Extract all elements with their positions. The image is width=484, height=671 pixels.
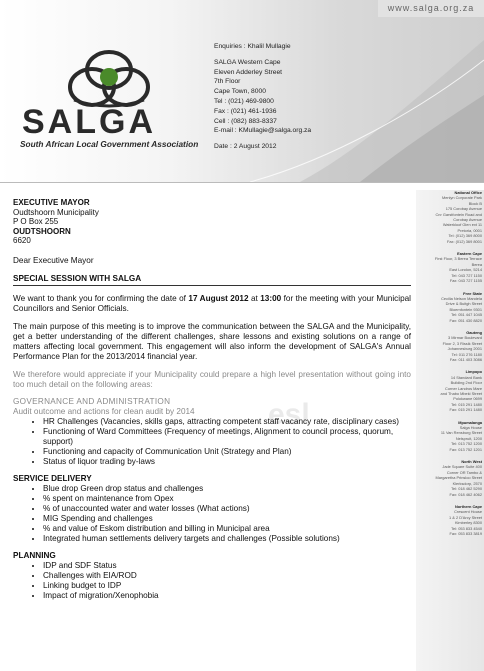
email: E-mail : KMullagie@salga.org.za xyxy=(214,127,312,135)
enquiries: Enquiries : Khalil Mullagie xyxy=(214,43,291,50)
office-line: Cecilia Nelson Mandela xyxy=(441,295,482,301)
recipient-title: EXECUTIVE MAYOR xyxy=(13,198,90,207)
office-line: Drive & Buitgh Street xyxy=(445,301,482,307)
office-line: Fax: 015 291 1480 xyxy=(449,407,482,413)
list-item: • Status of liquor trading by-laws xyxy=(43,457,411,467)
office-line: Margaretha Prinsloo Street xyxy=(435,475,482,481)
header-divider xyxy=(0,182,484,183)
cell: Cell : (082) 883-8337 xyxy=(214,117,277,125)
fax: Fax : (021) 461-1936 xyxy=(214,107,277,115)
office-block xyxy=(416,190,484,244)
office-line: Menlyn Corporate Park xyxy=(441,195,482,201)
office-line: Cnr Garstfontein Road and xyxy=(435,211,482,217)
office-name: National Office xyxy=(454,190,482,195)
list-item: • Blue drop Green drop status and challenges xyxy=(43,484,411,494)
list-item: • Functioning and capacity of Communication Unit (Strategy and Plan) xyxy=(43,447,411,457)
office-line: Fax: 053 833 3819 xyxy=(449,530,482,536)
office-line: Block B xyxy=(468,200,482,206)
list-item: • Functioning of Ward Committees (Frequency of meetings, Alignment to council process, quorum, support) xyxy=(43,427,411,447)
office-line: 175 Corobay Avenue xyxy=(445,206,482,212)
office-line: Tel: 013 752 1200 xyxy=(451,441,482,447)
office-line: Fax: 011 403 3086 xyxy=(449,356,482,362)
website-label: www.salga.org.za xyxy=(378,0,484,17)
office-line: East London, 5214 xyxy=(449,267,482,273)
section-planning-title: PLANNING xyxy=(13,550,56,560)
office-line: Fax: 043 727 1155 xyxy=(449,278,482,284)
org-name: SALGA Western Cape xyxy=(214,58,281,66)
tel: Tel : (021) 469-9800 xyxy=(214,97,274,105)
office-name: Mpumalanga xyxy=(458,419,482,425)
office-line: Tel: 053 833 4540 xyxy=(451,525,482,531)
office-line: Tel: 018 462 5290 xyxy=(451,486,482,492)
list-item: • % of unaccounted water and water losses (What actions) xyxy=(43,504,411,514)
paragraph-request: We therefore would appreciate if your Municipality could prepare a high level presentation without going into too much detail on the following areas: xyxy=(13,369,411,389)
section-governance-title: GOVERNANCE AND ADMINISTRATION xyxy=(13,396,171,406)
office-line: 11 Van Rensburg Street xyxy=(440,430,482,436)
list-item: • Challenges with EIA/ROD xyxy=(43,571,411,581)
service-list xyxy=(13,484,411,544)
office-line: Kimberley 8300 xyxy=(454,520,482,526)
office-block xyxy=(416,330,484,362)
list-item: • % and value of Eskom distribution and billing in Municipal area xyxy=(43,524,411,534)
logo-wordmark: SALGA xyxy=(22,103,156,141)
office-line: Tel: (012) 369 8000 xyxy=(448,233,482,239)
planning-list xyxy=(13,561,411,601)
letterhead xyxy=(0,0,484,182)
paragraph-purpose: The main purpose of this meeting is to improve the communication between the SALGA and the Municipality, get a better understanding of the different challenges, share lessons and existing solutions on a range of matters affecting local government. This engagement will also inform the development of SALGA's Annual Performance Plan for the 2013/2014 financial year. xyxy=(13,321,411,361)
subject-heading: SPECIAL SESSION WITH SALGA xyxy=(13,274,411,286)
office-line: Tel: 043 727 1150 xyxy=(451,272,482,278)
meeting-time: 13:00 xyxy=(260,293,282,303)
office-line: First Floor, 3 Berea Terrace xyxy=(434,256,482,262)
office-block xyxy=(416,459,484,497)
office-line: Fax: 018 462 4062 xyxy=(449,491,482,497)
letter-date: Date : 2 August 2012 xyxy=(214,143,277,151)
paragraph-thanks: We want to thank you for confirming the date of 17 August 2012 at 13:00 for the meeting with your Municipal Councillors and Senior Officials. xyxy=(13,293,411,313)
office-line: Nelspruit, 1200 xyxy=(455,435,482,441)
logo-subtitle: South African Local Government Association xyxy=(20,139,199,149)
governance-list xyxy=(13,417,411,467)
office-line: Corobay Avenue xyxy=(453,217,482,223)
office-line: Fax: 051 430 8820 xyxy=(449,317,482,323)
office-line: 3 Mirmar Boulevard xyxy=(448,335,482,341)
office-line: Pretoria, 0001 xyxy=(457,227,482,233)
floor: 7th Floor xyxy=(214,78,241,86)
office-name: Gauteng xyxy=(466,329,482,335)
recipient-line: Oudtshoorn Municipality xyxy=(13,207,99,217)
list-item: • MIG Spending and challenges xyxy=(43,514,411,524)
street: Eleven Adderley Street xyxy=(214,68,283,76)
office-line: Fax: (012) 369 8001 xyxy=(446,238,482,244)
office-name: Eastern Cape xyxy=(457,251,482,257)
office-line: Floor 2, 3 Rissik Street xyxy=(442,340,482,346)
office-line: Jade Square Suite 400 xyxy=(442,464,482,470)
office-name: Northern Cape xyxy=(454,503,482,509)
contact-block xyxy=(214,42,311,152)
office-block xyxy=(416,291,484,323)
section-service-title: SERVICE DELIVERY xyxy=(13,473,92,483)
office-line: Waterkloof Glen ext 11 xyxy=(442,222,482,228)
city: Cape Town, 8000 xyxy=(214,88,266,96)
office-line: Johannesburg 2001 xyxy=(447,346,482,352)
office-name: Free State xyxy=(463,290,482,296)
office-line: Polokwane 0699 xyxy=(453,396,482,402)
office-name: Limpopo xyxy=(465,369,482,375)
office-block xyxy=(416,251,484,283)
letter-body xyxy=(13,198,411,601)
office-line: Klerksdorp, 2570 xyxy=(452,480,482,486)
list-item: • Linking budget to IDP xyxy=(43,581,411,591)
list-item: • HR Challenges (Vacancies, skills gaps, attracting competent staff vacancy rate, disciplinary cases) xyxy=(43,417,411,427)
office-line: 14 Standard Bank xyxy=(450,374,482,380)
recipient-line: P O Box 255 xyxy=(13,217,59,227)
office-line: Corner OR Tambo & xyxy=(446,469,482,475)
office-line: Salga House xyxy=(459,425,482,431)
recipient-line: OUDTSHOORN xyxy=(13,226,71,236)
section-governance-subtitle: Audit outcome and actions for clean audit by 2014 xyxy=(13,406,195,416)
office-line: 1 & 2 D'Arcy Street xyxy=(449,514,482,520)
office-line: Crescent House xyxy=(454,509,482,515)
meeting-date: 17 August 2012 xyxy=(188,293,249,303)
list-item: • IDP and SDF Status xyxy=(43,561,411,571)
office-line: Building 2nd Floor xyxy=(450,380,482,386)
list-item: • Impact of migration/Xenophobia xyxy=(43,591,411,601)
office-line: Tel: 015 291 1480 xyxy=(451,401,482,407)
list-item: • Integrated human settlements delivery targets and challenges (Possible solutions) xyxy=(43,534,411,544)
office-line: and Thabo Mbeki Street xyxy=(440,391,482,396)
office-line: Corner Landros Mare xyxy=(445,385,482,391)
office-line: Tel: 011 276 1180 xyxy=(451,351,482,357)
office-block xyxy=(416,504,484,536)
salutation: Dear Executive Mayor xyxy=(13,255,94,265)
recipient-address xyxy=(13,198,411,246)
received-stamp-watermark: esl xyxy=(268,398,310,431)
office-line: Tel: 051 447 1045 xyxy=(451,312,482,318)
office-line: Fax: 013 752 1201 xyxy=(449,446,482,452)
recipient-line: 6620 xyxy=(13,236,31,246)
office-name: North West xyxy=(461,459,482,465)
office-line: Berea xyxy=(471,261,482,267)
list-item: • % spent on maintenance from Opex xyxy=(43,494,411,504)
office-line: Bloemfontein 9301 xyxy=(449,306,482,312)
